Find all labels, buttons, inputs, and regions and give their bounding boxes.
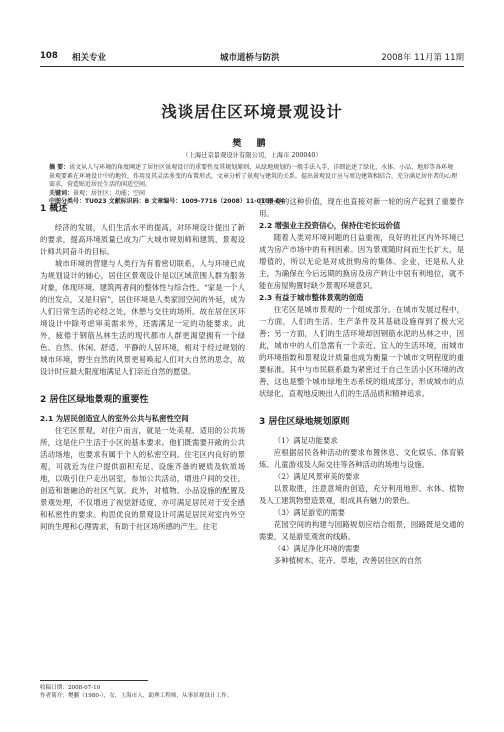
paragraph: 住宅区是城市景观的一个组成部分。在城市发展过程中，一方面，人们的生活、生产条件及其基础设施得到了极大完善；另一方面，人们的生活环境却因钢筋水泥的丛林之中，因此，城市中的人们急需有一个亲近、宜人的生活环境，而城市的环境指数和景观设计质量也成为衡量一个城市文明程度的重要标准。其中与市民联系最为紧密过于自己生活小区环境的改善，这也是整个城市绿地生态系统的组成部分，形成城市的点状绿化，直观地反映出人们的生活品质和精神追求。 — [259, 305, 464, 398]
section-name: 相关专业 — [72, 53, 107, 63]
paragraph: 应根据居民各种活动的要求布置休息、文化娱乐、体育锻炼、儿童游戏及人际交往等各种活动的场地与设施。 — [259, 448, 464, 469]
subheading-investment: 2.2 增强业主投资信心，保持住宅长远价值 — [259, 221, 401, 230]
abstract — [49, 164, 459, 190]
received-date: 收稿日期：2008-07-10 — [40, 685, 101, 691]
author-bio: 作者简介：樊鹏（1980-），女，上海市人，助理工程师，从事景观设计工作。 — [40, 693, 233, 699]
page-number: 108 — [40, 51, 58, 61]
journal-name: 城市道桥与防洪 — [220, 53, 280, 63]
paragraph: 以景取胜，注意意境的创造，充分利用地形、水体、植物及人工建筑物塑造景观，组成具有魅力的景色。 — [259, 484, 464, 505]
left-column — [40, 201, 245, 533]
subheading-urban-landscape: 2.3 有益于城市整体景观的创造 — [259, 293, 364, 302]
paragraph: 随着人类对环境问题的日益重视，良好的社区内外环境已成为房产市场中的有利因素。因为景观随时间而生长扩大，是增值的，所以无论是对成批购房的集体、企业，还是私人业主，为确保在今后远期的换房及房产转让中居有利地位，就不能在房屋购置时缺少景观环境意识。 — [259, 233, 464, 290]
abstract-text: 该文从人与环境的角度阐述了居住区景观设计的重要性及其规划原则，从绿地规划的一般手法入手，详细论述了绿化、水体、小品、地形等各环境景观要素在环境设计中的地位，作用及其灵活多变的布置形式。文章分析了景观与建筑的关系，提出景观设计应与周边建筑相结合，充分满足居住者的心理需求，营造贴近居民生活的闲适空间。 — [49, 164, 458, 188]
paragraph: 花园空间的构建与园路规划应结合组景，园路既是交通的需要，又是游览观赏的线路。 — [259, 520, 464, 541]
principle-item: （4）满足净化环境的需要 — [273, 544, 360, 553]
paragraph: 住宅区景观，对住户而言，就是一处美观、适用的公共场所，这是住户生活于小区的基本要求。他们既需要开敞的公共活动场地，也要求有属于个人的私密空间。住宅区内良好的景观，可就近为住户提供面积充足、设施齐备的硬质及软质场地，以吸引住户走出居室，参加公共活动，增进户间的交往，创造和谐融洽的社区气氛。此外，对植物、小品设施的配置及景观处理，不仅增进了视觉舒适度，亦可满足居民对于安全感和私密性的要求。构思优良的景观设计可满足居民对室内外空间的生理和心理需求，有助于社区场所感的产生。住宅 — [40, 426, 245, 531]
paragraph: 城市环境的营建与人类行为有着密切联系，人与环境已成为规划设计的轴心，居住区景观设计是以区域范围人群为服务对象，体现环境、建筑两者间的整体性与综合性。“家是一个人的出发点，又是归宿”，居住环境是人类家园空间的外延，成为人们日常生活的必经之处，休憩与交往的场所。故在居住区环境设计中除考虑审美需求外，还需满足一定的功能要求。此外，疲倦于钢筋丛林生活的现代都市人群更渴望拥有一个绿色、自然、休闲、舒适、平静的人居环境，相对于经过规划的城市环境，野生自然的风景更易唤起人们对大自然的思念，故设计时应最大限度地满足人们亲近自然的愿望。 — [40, 259, 245, 376]
abstract-label: 摘 要： — [49, 164, 70, 171]
principle-item: （1）满足功能要求 — [273, 436, 338, 445]
article-title: 浅谈居住区环境景观设计 — [161, 102, 343, 121]
footnote — [40, 684, 245, 700]
paragraph: 经济的发展，人们生活水平的提高，对环境设计提出了新的要求，提高环境质量已成为广大城市规划师和建筑、景观设计师共同奋斗的目标。 — [40, 223, 245, 256]
principle-item: （3）满足游览的需要 — [273, 508, 346, 517]
principle-item: （2）满足风景审美的要求 — [273, 472, 360, 481]
paragraph: 区景观的这种价值，现在也直接对新一轮的房产起到了重要作用。 — [259, 197, 464, 218]
heading-importance: 2 居住区绿地景观的重要性 — [40, 395, 149, 405]
author-name: 樊 鹏 — [232, 139, 272, 149]
classification-line: 中图分类号：TU023 文献标识码：B 文章编号：1009-7716（2008）11-0108-04 — [49, 198, 285, 205]
right-column — [259, 196, 464, 567]
subheading-public-private-space: 2.1 为居民创造宜人的室外公共与私密性空间 — [40, 414, 189, 423]
footnote-divider — [40, 680, 148, 681]
heading-principles: 3 居住区绿地规划原则 — [259, 417, 350, 427]
heading-overview: 1 概述 — [40, 204, 68, 214]
issue-info: 2008年 11月第 11期 — [381, 53, 464, 63]
header-divider — [40, 66, 464, 67]
paragraph: 多种植树木、花卉、草地，改善居住区的自然 — [273, 556, 422, 565]
running-header — [40, 51, 464, 65]
keywords-text: 景观；居住区；功能；空间 — [73, 189, 146, 197]
keywords-label: 关键词： — [49, 189, 74, 197]
author-affiliation: （上海迁京景观设计有限公司，上海市 200040） — [182, 152, 322, 159]
